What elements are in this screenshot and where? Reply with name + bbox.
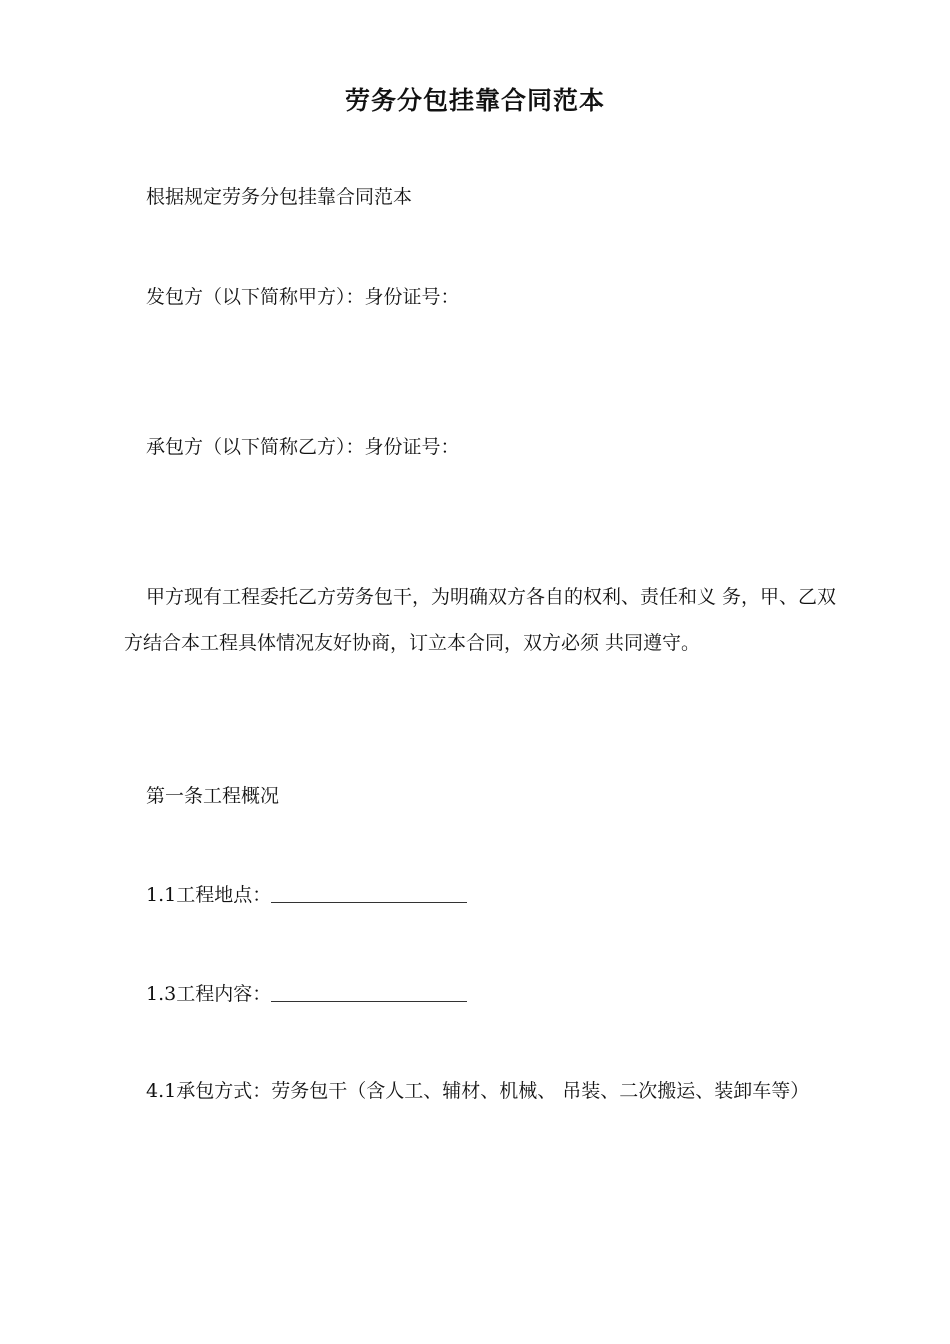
project-location-blank [271,882,467,903]
item-1-1-label: 1.1工程地点： [146,884,272,906]
document-title: 劳务分包挂靠合同范本 [344,86,605,115]
item-1-3-label: 1.3工程内容： [146,983,272,1005]
item-1-3-line [124,971,844,1017]
party-a-line: 发包方（以下简称甲方）：身份证号： [146,286,460,308]
article-1-heading: 第一条工程概况 [146,785,280,807]
project-content-blank [271,981,467,1002]
party-b-line: 承包方（以下简称乙方）：身份证号： [146,436,460,458]
item-4-1-paragraph: 4.1承包方式：劳务包干（含人工、辅材、机械、 吊装、二次搬运、装卸车等） [146,1080,810,1102]
intro-paragraph: 根据规定劳务分包挂靠合同范本 [146,186,413,208]
item-1-1-line [124,872,844,918]
preamble-paragraph: 甲方现有工程委托乙方劳务包干，为明确双方各自的权利、责任和义 务，甲、乙双方结合本工程具体情况友好协商，订立本合同，双方必须 共同遵守。 [124,586,837,654]
